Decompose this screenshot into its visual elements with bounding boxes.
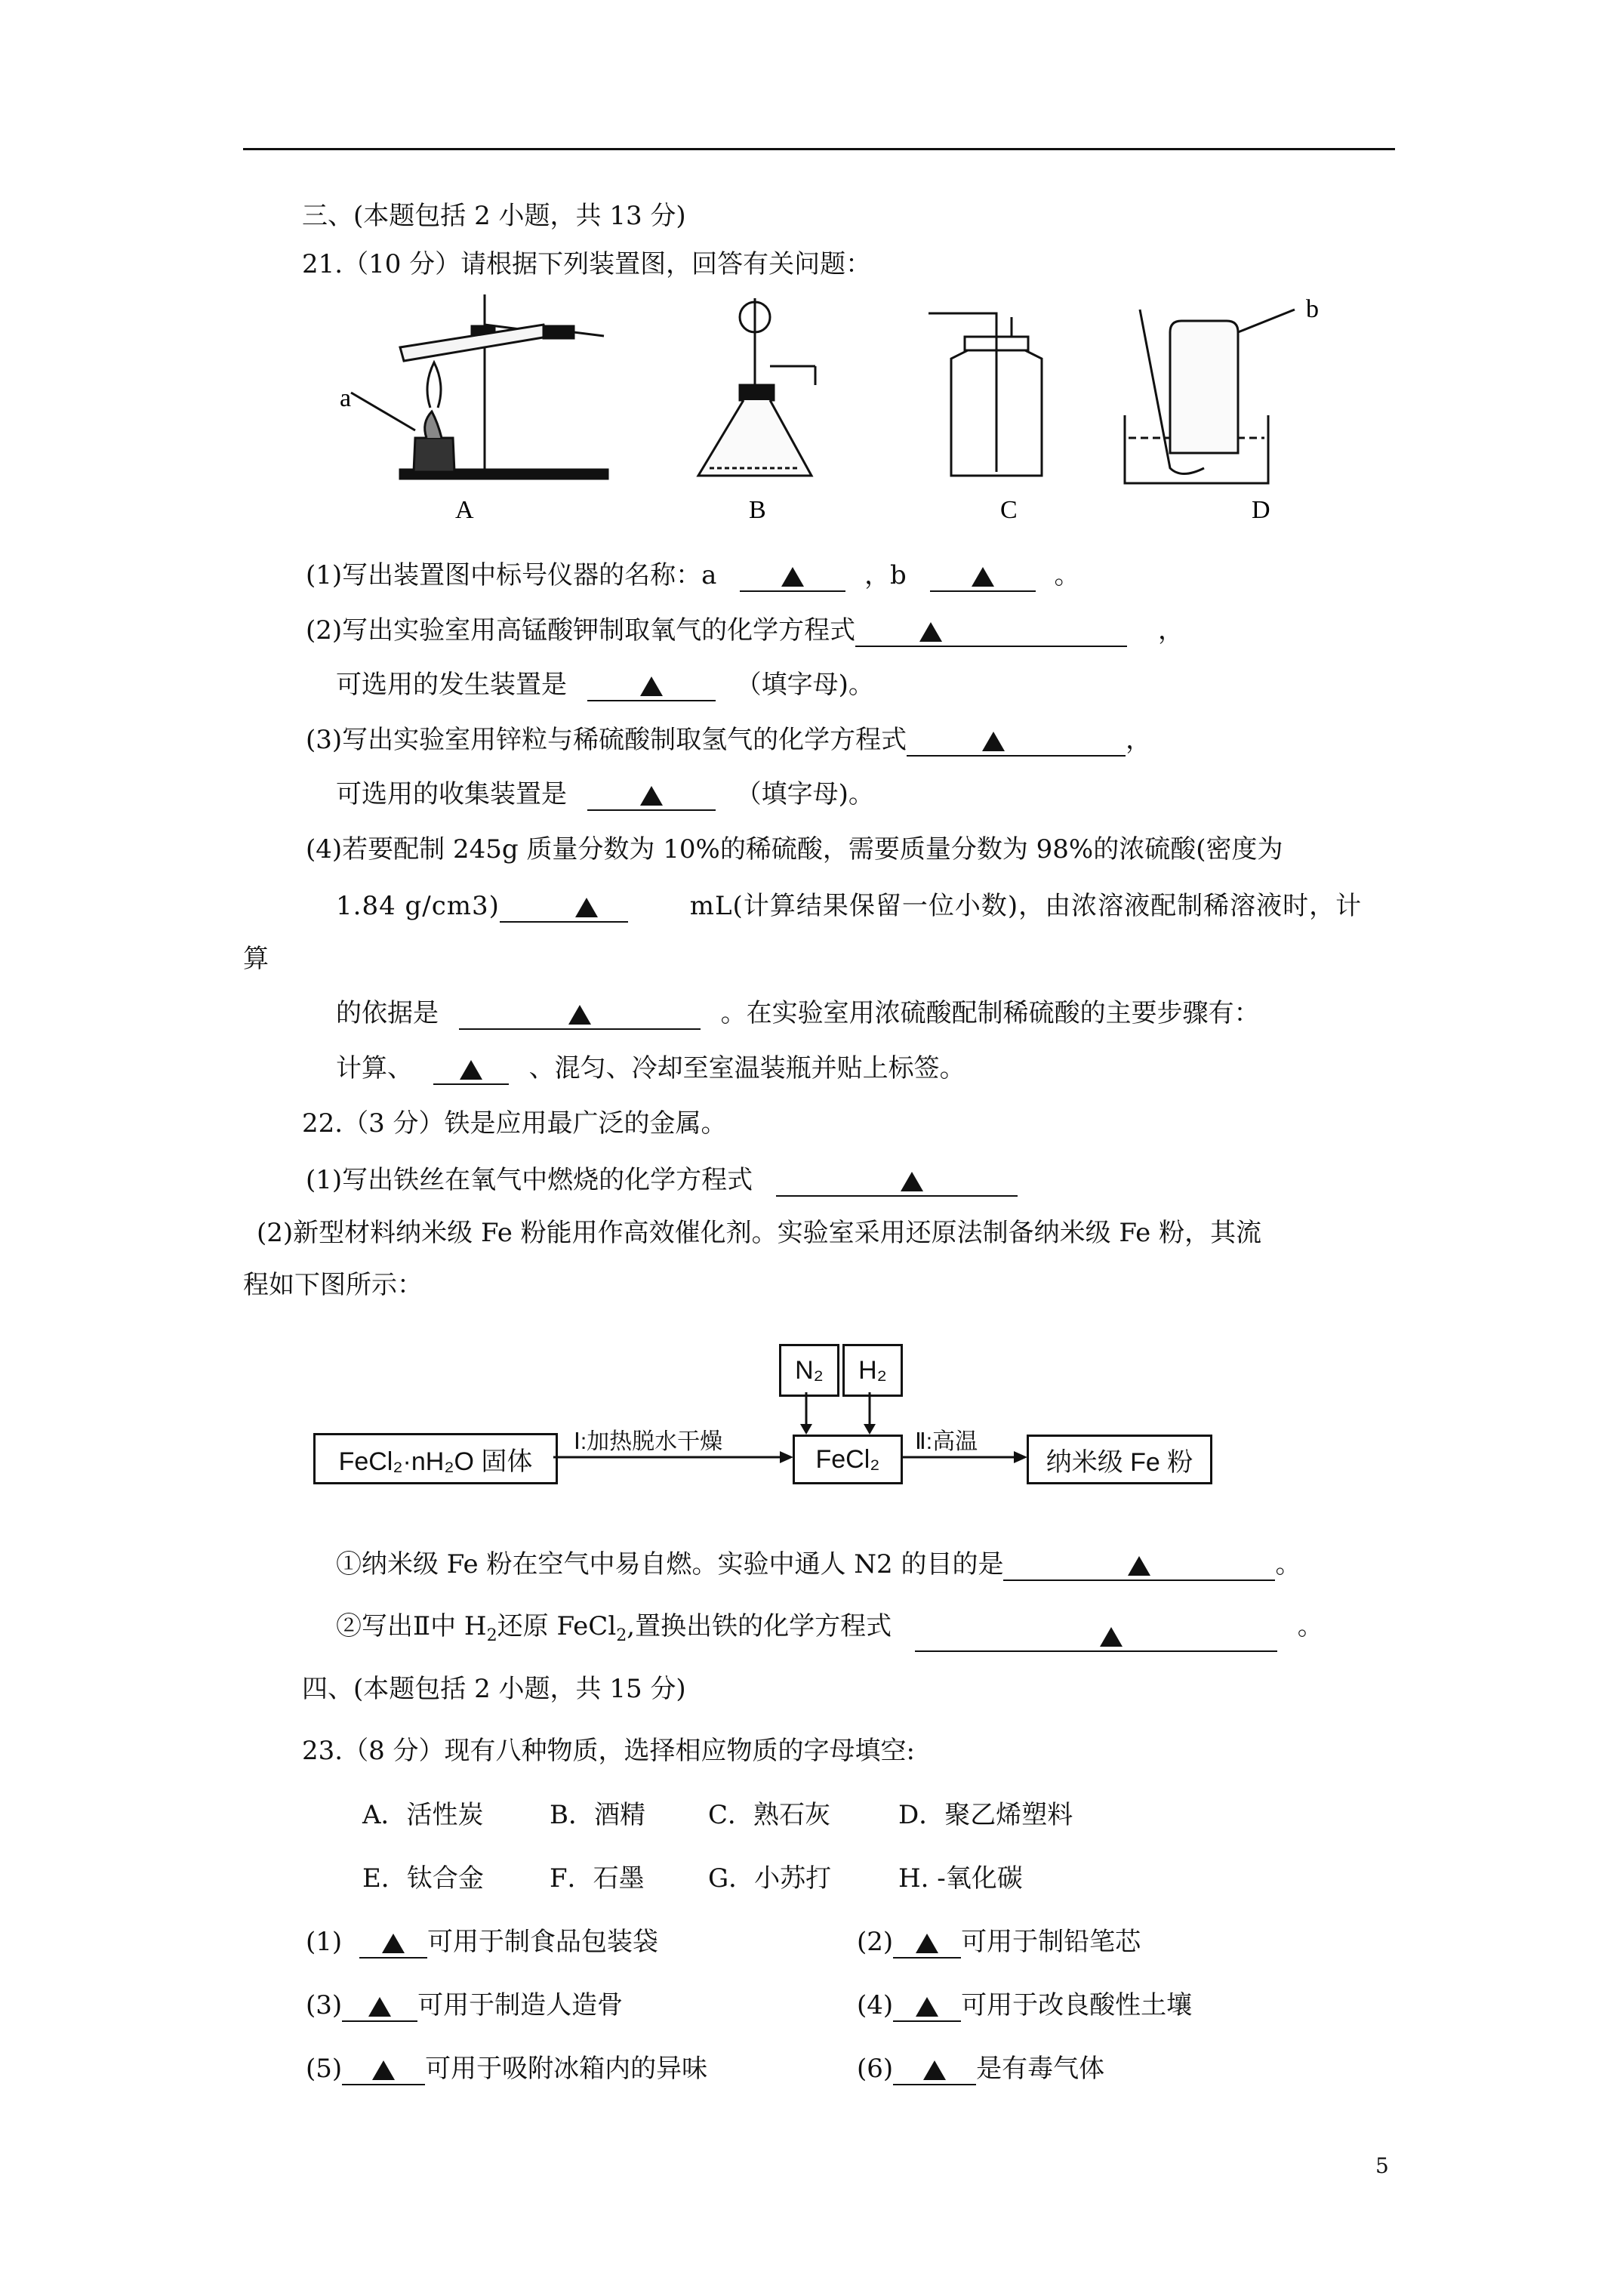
flow-box-end: 纳米级 Fe 粉 xyxy=(1027,1435,1212,1484)
answer-blank[interactable] xyxy=(915,1622,1277,1652)
option-F: F．石墨 xyxy=(550,1863,645,1894)
triangle-icon xyxy=(382,1934,405,1953)
item-text: 可用于制造人造骨 xyxy=(417,1990,624,2020)
q21-part3-line2-text: 可选用的收集装置是 xyxy=(336,779,567,809)
answer-blank[interactable] xyxy=(1003,1551,1275,1581)
option-A: A．活性炭 xyxy=(362,1800,484,1830)
item-number: (4) xyxy=(857,1990,894,2020)
item-number: (3) xyxy=(306,1990,343,2020)
triangle-icon xyxy=(640,676,663,696)
flow-box-n2: N₂ xyxy=(779,1344,839,1397)
answer-blank[interactable] xyxy=(893,1992,961,2022)
item-text: 可用于制食品包装袋 xyxy=(427,1927,658,1957)
q21-part1 xyxy=(306,559,1079,592)
label-D: D xyxy=(1252,496,1270,524)
answer-blank[interactable] xyxy=(855,617,1127,647)
answer-blank[interactable] xyxy=(740,562,845,592)
item-number: (6) xyxy=(857,2054,894,2084)
q21-part4-basis: 的依据是 xyxy=(336,998,439,1028)
flow-step1-label: Ⅰ:加热脱水干燥 xyxy=(574,1429,723,1454)
q21-part4-density: 1.84 g/cm3) xyxy=(336,891,500,921)
triangle-icon xyxy=(982,732,1005,751)
flow-box-middle: FeCl₂ xyxy=(793,1435,903,1484)
q22-sub1-text: ①纳米级 Fe 粉在空气中易自燃。实验中通人 N2 的目的是 xyxy=(336,1549,1004,1579)
option-B: B．酒精 xyxy=(550,1800,645,1830)
q21-part3-end: ， xyxy=(1126,725,1152,755)
q22-sub1 xyxy=(336,1548,1301,1581)
q23-item-2 xyxy=(857,1925,1141,1959)
q21-part4-line4 xyxy=(336,997,1260,1030)
triangle-icon xyxy=(368,1997,391,2017)
q21-part3-line2 xyxy=(336,778,874,811)
option-E: E．钛合金 xyxy=(362,1863,484,1894)
q21-part2-line2 xyxy=(336,668,874,701)
q21-part2-text: (2)写出实验室用高锰酸钾制取氧气的化学方程式 xyxy=(306,615,856,646)
q22-part2-line1: (2)新型材料纳米级 Fe 粉能用作高效催化剂。实验室采用还原法制备纳米级 Fe 粉，其流 xyxy=(257,1218,1262,1248)
page-number: 5 xyxy=(1375,2153,1389,2178)
q21-part2-line2-end: （填字母)。 xyxy=(735,670,874,700)
answer-blank[interactable] xyxy=(342,2055,425,2085)
answer-blank[interactable] xyxy=(893,2055,976,2085)
q22-sub2-text-b: 还原 FeCl xyxy=(497,1611,617,1641)
q21-part4-calc: 计算、 xyxy=(336,1053,413,1083)
item-text: 可用于改良酸性土壤 xyxy=(961,1990,1193,2020)
q23-item-6 xyxy=(857,2052,1104,2085)
triangle-icon xyxy=(568,1005,591,1025)
answer-blank[interactable] xyxy=(907,726,1126,757)
triangle-icon xyxy=(575,898,598,917)
q23-item-5 xyxy=(306,2052,707,2085)
triangle-icon xyxy=(781,567,804,587)
item-text: 是有毒气体 xyxy=(976,2054,1105,2084)
answer-blank[interactable] xyxy=(587,781,716,811)
q21-part2-line2-text: 可选用的发生装置是 xyxy=(336,670,567,700)
q21-part1-text-b: ，b xyxy=(864,560,907,590)
label-C: C xyxy=(1000,496,1018,524)
q23-item-3 xyxy=(306,1989,623,2022)
q22-part1-text: (1)写出铁丝在氧气中燃烧的化学方程式 xyxy=(306,1165,753,1195)
item-text: 可用于制铅笔芯 xyxy=(961,1927,1141,1957)
q21-part3 xyxy=(306,723,1151,757)
flow-step2-label: Ⅱ:高温 xyxy=(915,1429,978,1454)
option-G: G．小苏打 xyxy=(708,1863,832,1894)
label-b: b xyxy=(1306,295,1319,323)
flow-box-h2: H₂ xyxy=(842,1344,903,1397)
q21-part3-text: (3)写出实验室用锌粒与稀硫酸制取氢气的化学方程式 xyxy=(306,725,907,755)
triangle-icon xyxy=(923,2060,946,2080)
section-heading: 三、(本题包括 2 小题，共 13 分) xyxy=(302,201,686,231)
label-a: a xyxy=(340,384,352,412)
q21-part2-end: ， xyxy=(1157,615,1184,646)
label-A: A xyxy=(455,496,474,524)
question-title: 21.（10 分）请根据下列装置图，回答有关问题： xyxy=(302,249,872,279)
q21-part4-text: mL(计算结果保留一位小数)，由浓溶液配制稀溶液时，计 xyxy=(689,891,1363,921)
q21-part2 xyxy=(306,614,1184,647)
answer-blank[interactable] xyxy=(776,1166,1018,1197)
triangle-icon xyxy=(372,2060,395,2080)
q22-sub2-text-a: ②写出Ⅱ中 H xyxy=(336,1611,487,1641)
triangle-icon xyxy=(1128,1556,1150,1576)
triangle-icon xyxy=(972,567,994,587)
flow-gas-arrows xyxy=(785,1392,898,1438)
item-number: (1) xyxy=(306,1927,343,1957)
q22-part2-line2: 程如下图所示： xyxy=(243,1270,423,1300)
question-title: 22.（3 分）铁是应用最广泛的金属。 xyxy=(302,1108,727,1139)
option-H: H. -氧化碳 xyxy=(898,1863,1023,1894)
q21-part1-end: 。 xyxy=(1054,560,1080,590)
answer-blank[interactable] xyxy=(459,1000,701,1030)
q21-part4-line1: (4)若要配制 245g 质量分数为 10%的稀硫酸，需要质量分数为 98%的浓硫酸(密度为 xyxy=(306,834,1283,864)
item-text: 可用于吸附冰箱内的异味 xyxy=(425,2054,708,2084)
triangle-icon xyxy=(460,1060,482,1080)
triangle-icon xyxy=(916,1934,938,1953)
answer-blank[interactable] xyxy=(893,1928,961,1959)
apparatus-figure xyxy=(317,287,1412,536)
triangle-icon xyxy=(916,1997,938,2017)
q21-part4-line5 xyxy=(336,1052,965,1085)
q21-part3-line2-end: （填字母)。 xyxy=(735,779,874,809)
answer-blank[interactable] xyxy=(433,1055,509,1085)
header-rule xyxy=(243,148,1395,150)
q23-item-4 xyxy=(857,1989,1192,2022)
q22-part1 xyxy=(306,1163,1018,1197)
answer-blank[interactable] xyxy=(930,562,1036,592)
q21-part1-text: (1)写出装置图中标号仪器的名称：a xyxy=(306,560,717,590)
q22-sub1-end: 。 xyxy=(1275,1549,1301,1579)
triangle-icon xyxy=(640,786,663,806)
option-D: D．聚乙烯塑料 xyxy=(898,1800,1073,1830)
triangle-icon xyxy=(919,622,942,642)
triangle-icon xyxy=(1100,1627,1123,1647)
q22-sub2: ②写出Ⅱ中 $H_2$还原 FeCl$_2$,置换出铁的化学方程式 。 xyxy=(336,1610,1323,1652)
q21-part4-rest: 、混匀、冷却至室温装瓶并贴上标签。 xyxy=(528,1053,965,1083)
option-C: C．熟石灰 xyxy=(708,1800,831,1830)
item-number: (2) xyxy=(857,1927,894,1957)
answer-blank[interactable] xyxy=(359,1928,427,1959)
q21-part4-steps: 。在实验室用浓硫酸配制稀硫酸的主要步骤有： xyxy=(720,998,1260,1028)
q22-sub2-text-c: ,置换出铁的化学方程式 xyxy=(627,1611,892,1641)
label-B: B xyxy=(749,496,766,524)
triangle-icon xyxy=(901,1172,923,1191)
flow-box-start: FeCl₂·nH₂O 固体 xyxy=(313,1433,558,1484)
answer-blank[interactable] xyxy=(587,671,716,701)
q23-item-1 xyxy=(306,1925,658,1959)
section-heading: 四、(本题包括 2 小题，共 15 分) xyxy=(302,1674,686,1704)
question-title: 23.（8 分）现有八种物质，选择相应物质的字母填空: xyxy=(302,1736,915,1766)
q22-sub2-end: 。 xyxy=(1297,1611,1323,1641)
answer-blank[interactable] xyxy=(500,892,628,923)
item-number: (5) xyxy=(306,2054,343,2084)
answer-blank[interactable] xyxy=(342,1992,417,2022)
q21-part4-wrap: 算 xyxy=(243,944,269,974)
q21-part4-line2 xyxy=(336,889,1362,923)
